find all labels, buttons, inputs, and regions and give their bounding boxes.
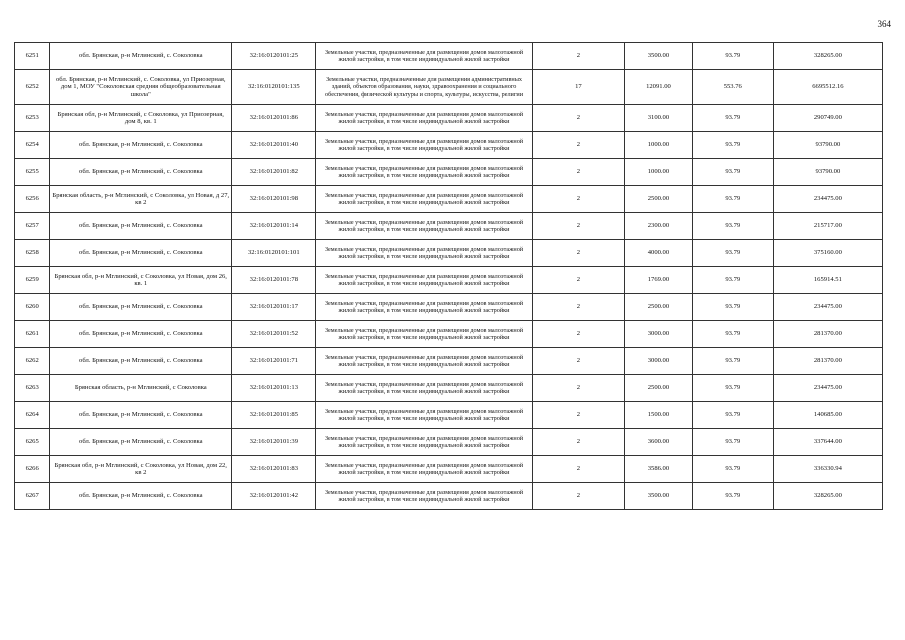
address-cell: обл. Брянская, р-н Мглинский, с. Соколовка <box>50 213 232 240</box>
cadastral-number-cell: 32:16:0120101:14 <box>232 213 316 240</box>
row-number: 6258 <box>15 240 50 267</box>
rate-cell: 93.79 <box>692 429 773 456</box>
category-cell: 2 <box>532 213 625 240</box>
category-cell: 17 <box>532 70 625 105</box>
table-row <box>15 213 883 240</box>
area-cell: 3100.00 <box>625 105 693 132</box>
table-row <box>15 483 883 510</box>
table-row <box>15 402 883 429</box>
category-cell: 2 <box>532 105 625 132</box>
cadastral-number-cell: 32:16:0120101:101 <box>232 240 316 267</box>
cadastral-number-cell: 32:16:0120101:25 <box>232 43 316 70</box>
category-cell: 2 <box>532 348 625 375</box>
category-cell: 2 <box>532 402 625 429</box>
permitted-use-cell: Земельные участки, предназначенные для размещения домов малоэтажной жилой застройки, в том числе индивидуальной жилой застройки <box>316 375 532 402</box>
address-cell: обл. Брянская, р-н Мглинский, с. Соколовка <box>50 483 232 510</box>
address-cell: обл. Брянская, р-н Мглинский, с. Соколовка <box>50 294 232 321</box>
permitted-use-cell: Земельные участки, предназначенные для размещения домов малоэтажной жилой застройки, в том числе индивидуальной жилой застройки <box>316 159 532 186</box>
rate-cell: 93.79 <box>692 213 773 240</box>
category-cell: 2 <box>532 159 625 186</box>
address-cell: обл. Брянская, р-н Мглинский, с. Соколовка <box>50 348 232 375</box>
area-cell: 3586.00 <box>625 456 693 483</box>
cadastral-number-cell: 32:16:0120101:17 <box>232 294 316 321</box>
cadastral-value-cell: 328265.00 <box>773 43 882 70</box>
cadastral-number-cell: 32:16:0120101:86 <box>232 105 316 132</box>
row-number: 6254 <box>15 132 50 159</box>
row-number: 6257 <box>15 213 50 240</box>
rate-cell: 93.79 <box>692 321 773 348</box>
permitted-use-cell: Земельные участки, предназначенные для размещения домов малоэтажной жилой застройки, в том числе индивидуальной жилой застройки <box>316 267 532 294</box>
rate-cell: 93.79 <box>692 43 773 70</box>
cadastral-value-cell: 336330.94 <box>773 456 882 483</box>
area-cell: 1769.00 <box>625 267 693 294</box>
address-cell: обл. Брянская, р-н Мглинский, с. Соколовка <box>50 43 232 70</box>
area-cell: 2500.00 <box>625 294 693 321</box>
cadastral-value-cell: 165914.51 <box>773 267 882 294</box>
cadastral-value-cell: 281370.00 <box>773 321 882 348</box>
cadastral-value-cell: 234475.00 <box>773 375 882 402</box>
table-row <box>15 159 883 186</box>
cadastral-value-cell: 375160.00 <box>773 240 882 267</box>
cadastral-value-cell: 6695512.16 <box>773 70 882 105</box>
address-cell: обл. Брянская, р-н Мглинский, с. Соколовка <box>50 159 232 186</box>
table-row <box>15 43 883 70</box>
address-cell: Брянская область, р-н Мглинский, с Соколовка, ул Новая, д 27, кв 2 <box>50 186 232 213</box>
category-cell: 2 <box>532 483 625 510</box>
cadastral-value-cell: 234475.00 <box>773 186 882 213</box>
cadastral-value-cell: 140685.00 <box>773 402 882 429</box>
land-plots-table <box>14 42 883 510</box>
permitted-use-cell: Земельные участки, предназначенные для размещения домов малоэтажной жилой застройки, в том числе индивидуальной жилой застройки <box>316 348 532 375</box>
row-number: 6256 <box>15 186 50 213</box>
address-cell: обл. Брянская, р-н Мглинский, с. Соколовка, ул Приозерная, дом 1, МОУ "Соколовская средняя общеобразовательная школа" <box>50 70 232 105</box>
row-number: 6261 <box>15 321 50 348</box>
category-cell: 2 <box>532 456 625 483</box>
rate-cell: 93.79 <box>692 483 773 510</box>
address-cell: Брянская обл, р-н Мглинский, с Соколовка, ул Новая, дом 26, кв. 1 <box>50 267 232 294</box>
area-cell: 4000.00 <box>625 240 693 267</box>
permitted-use-cell: Земельные участки, предназначенные для размещения домов малоэтажной жилой застройки, в том числе индивидуальной жилой застройки <box>316 105 532 132</box>
cadastral-value-cell: 93790.00 <box>773 159 882 186</box>
rate-cell: 93.79 <box>692 348 773 375</box>
cadastral-number-cell: 32:16:0120101:42 <box>232 483 316 510</box>
cadastral-number-cell: 32:16:0120101:85 <box>232 402 316 429</box>
rate-cell: 93.79 <box>692 456 773 483</box>
permitted-use-cell: Земельные участки, предназначенные для размещения домов малоэтажной жилой застройки, в том числе индивидуальной жилой застройки <box>316 402 532 429</box>
category-cell: 2 <box>532 186 625 213</box>
rate-cell: 93.79 <box>692 105 773 132</box>
cadastral-number-cell: 32:16:0120101:82 <box>232 159 316 186</box>
row-number: 6266 <box>15 456 50 483</box>
permitted-use-cell: Земельные участки, предназначенные для размещения домов малоэтажной жилой застройки, в том числе индивидуальной жилой застройки <box>316 240 532 267</box>
table-row <box>15 70 883 105</box>
area-cell: 1000.00 <box>625 132 693 159</box>
row-number: 6265 <box>15 429 50 456</box>
rate-cell: 553.76 <box>692 70 773 105</box>
address-cell: Брянская область, р-н Мглинский, с Соколовка <box>50 375 232 402</box>
table-row <box>15 240 883 267</box>
table-row <box>15 132 883 159</box>
permitted-use-cell: Земельные участки, предназначенные для размещения административных зданий, объектов образования, науки, здравоохранения и социального обеспечения, физической культуры и спорта, культуры, искусства, религии <box>316 70 532 105</box>
table-row <box>15 294 883 321</box>
permitted-use-cell: Земельные участки, предназначенные для размещения домов малоэтажной жилой застройки, в том числе индивидуальной жилой застройки <box>316 429 532 456</box>
rate-cell: 93.79 <box>692 402 773 429</box>
area-cell: 2500.00 <box>625 186 693 213</box>
row-number: 6255 <box>15 159 50 186</box>
row-number: 6252 <box>15 70 50 105</box>
permitted-use-cell: Земельные участки, предназначенные для размещения домов малоэтажной жилой застройки, в том числе индивидуальной жилой застройки <box>316 294 532 321</box>
table-row <box>15 267 883 294</box>
table-row <box>15 186 883 213</box>
cadastral-number-cell: 32:16:0120101:13 <box>232 375 316 402</box>
permitted-use-cell: Земельные участки, предназначенные для размещения домов малоэтажной жилой застройки, в том числе индивидуальной жилой застройки <box>316 456 532 483</box>
cadastral-value-cell: 281370.00 <box>773 348 882 375</box>
rate-cell: 93.79 <box>692 375 773 402</box>
area-cell: 3600.00 <box>625 429 693 456</box>
row-number: 6260 <box>15 294 50 321</box>
row-number: 6267 <box>15 483 50 510</box>
category-cell: 2 <box>532 375 625 402</box>
area-cell: 2500.00 <box>625 375 693 402</box>
category-cell: 2 <box>532 294 625 321</box>
category-cell: 2 <box>532 43 625 70</box>
address-cell: обл. Брянская, р-н Мглинский, с. Соколовка <box>50 321 232 348</box>
table-row <box>15 105 883 132</box>
rate-cell: 93.79 <box>692 186 773 213</box>
rate-cell: 93.79 <box>692 132 773 159</box>
cadastral-number-cell: 32:16:0120101:78 <box>232 267 316 294</box>
category-cell: 2 <box>532 240 625 267</box>
address-cell: Брянская обл, р-н Мглинский, с Соколовка, ул Новая, дом 22, кв 2 <box>50 456 232 483</box>
category-cell: 2 <box>532 429 625 456</box>
area-cell: 1500.00 <box>625 402 693 429</box>
table-row <box>15 429 883 456</box>
cadastral-number-cell: 32:16:0120101:40 <box>232 132 316 159</box>
permitted-use-cell: Земельные участки, предназначенные для размещения домов малоэтажной жилой застройки, в том числе индивидуальной жилой застройки <box>316 483 532 510</box>
area-cell: 2300.00 <box>625 213 693 240</box>
area-cell: 3000.00 <box>625 321 693 348</box>
address-cell: обл. Брянская, р-н Мглинский, с. Соколовка <box>50 402 232 429</box>
address-cell: обл. Брянская, р-н Мглинский, с. Соколовка <box>50 132 232 159</box>
row-number: 6263 <box>15 375 50 402</box>
cadastral-number-cell: 32:16:0120101:52 <box>232 321 316 348</box>
row-number: 6253 <box>15 105 50 132</box>
cadastral-number-cell: 32:16:0120101:71 <box>232 348 316 375</box>
category-cell: 2 <box>532 132 625 159</box>
row-number: 6264 <box>15 402 50 429</box>
cadastral-number-cell: 32:16:0120101:39 <box>232 429 316 456</box>
category-cell: 2 <box>532 321 625 348</box>
area-cell: 3500.00 <box>625 43 693 70</box>
table-row <box>15 456 883 483</box>
cadastral-number-cell: 32:16:0120101:98 <box>232 186 316 213</box>
address-cell: обл. Брянская, р-н Мглинский, с. Соколовка <box>50 240 232 267</box>
row-number: 6259 <box>15 267 50 294</box>
permitted-use-cell: Земельные участки, предназначенные для размещения домов малоэтажной жилой застройки, в том числе индивидуальной жилой застройки <box>316 213 532 240</box>
permitted-use-cell: Земельные участки, предназначенные для размещения домов малоэтажной жилой застройки, в том числе индивидуальной жилой застройки <box>316 186 532 213</box>
table-row <box>15 321 883 348</box>
permitted-use-cell: Земельные участки, предназначенные для размещения домов малоэтажной жилой застройки, в том числе индивидуальной жилой застройки <box>316 321 532 348</box>
area-cell: 3000.00 <box>625 348 693 375</box>
permitted-use-cell: Земельные участки, предназначенные для размещения домов малоэтажной жилой застройки, в том числе индивидуальной жилой застройки <box>316 132 532 159</box>
cadastral-number-cell: 32:16:0120101:83 <box>232 456 316 483</box>
cadastral-value-cell: 93790.00 <box>773 132 882 159</box>
cadastral-value-cell: 337644.00 <box>773 429 882 456</box>
cadastral-number-cell: 32:16:0120101:135 <box>232 70 316 105</box>
rate-cell: 93.79 <box>692 267 773 294</box>
rate-cell: 93.79 <box>692 294 773 321</box>
rate-cell: 93.79 <box>692 159 773 186</box>
address-cell: Брянская обл, р-н Мглинский, с Соколовка, ул Приозерная, дом 8, кв. 1 <box>50 105 232 132</box>
address-cell: обл. Брянская, р-н Мглинский, с. Соколовка <box>50 429 232 456</box>
rate-cell: 93.79 <box>692 240 773 267</box>
cadastral-value-cell: 234475.00 <box>773 294 882 321</box>
row-number: 6262 <box>15 348 50 375</box>
table-row <box>15 348 883 375</box>
category-cell: 2 <box>532 267 625 294</box>
cadastral-value-cell: 215717.00 <box>773 213 882 240</box>
cadastral-value-cell: 328265.00 <box>773 483 882 510</box>
permitted-use-cell: Земельные участки, предназначенные для размещения домов малоэтажной жилой застройки, в том числе индивидуальной жилой застройки <box>316 43 532 70</box>
area-cell: 3500.00 <box>625 483 693 510</box>
page-number: 364 <box>877 19 891 29</box>
area-cell: 12091.00 <box>625 70 693 105</box>
area-cell: 1000.00 <box>625 159 693 186</box>
table-row <box>15 375 883 402</box>
row-number: 6251 <box>15 43 50 70</box>
cadastral-value-cell: 290749.00 <box>773 105 882 132</box>
